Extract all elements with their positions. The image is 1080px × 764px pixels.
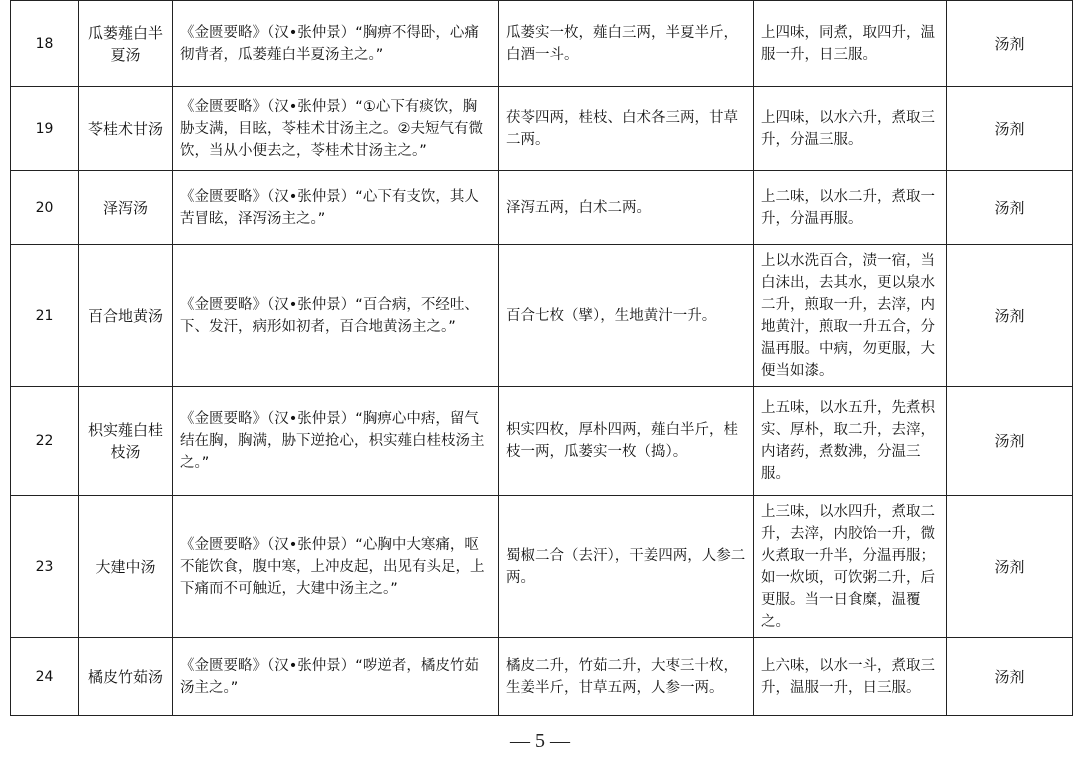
formula-source: 《金匮要略》（汉•张仲景）“①心下有痰饮，胸胁支满，目眩，苓桂术甘汤主之。②夫短气有微饮，当从小便去之，苓桂术甘汤主之。”: [173, 87, 499, 171]
page-number: — 5 —: [510, 730, 570, 752]
formula-name: 瓜蒌薤白半夏汤: [79, 1, 173, 87]
formula-composition: 泽泻五两，白术二两。: [499, 171, 754, 245]
row-number: 23: [11, 496, 79, 638]
formula-name: 苓桂术甘汤: [79, 87, 173, 171]
table-row: [11, 387, 1073, 496]
table-row: [11, 638, 1073, 716]
dosage-form: 汤剂: [947, 87, 1073, 171]
row-number: 19: [11, 87, 79, 171]
formula-composition: 茯苓四两，桂枝、白术各三两，甘草二两。: [499, 87, 754, 171]
formula-usage: 上六味，以水一斗，煮取三升，温服一升，日三服。: [754, 638, 947, 716]
dosage-form: 汤剂: [947, 245, 1073, 387]
formula-name: 枳实薤白桂枝汤: [79, 387, 173, 496]
formula-table: [10, 0, 1073, 716]
formula-usage: 上四味，以水六升，煮取三升，分温三服。: [754, 87, 947, 171]
formula-usage: 上以水洗百合，渍一宿，当白沫出，去其水，更以泉水二升，煎取一升，去滓，内地黄汁，煎取一升五合，分温再服。中病，勿更服，大便当如漆。: [754, 245, 947, 387]
formula-source: 《金匮要略》（汉•张仲景）“胸痹不得卧，心痛彻背者，瓜蒌薤白半夏汤主之。”: [173, 1, 499, 87]
dosage-form: 汤剂: [947, 496, 1073, 638]
table-row: [11, 245, 1073, 387]
formula-name: 大建中汤: [79, 496, 173, 638]
formula-composition: 瓜蒌实一枚，薤白三两，半夏半斤，白酒一斗。: [499, 1, 754, 87]
formula-source: 《金匮要略》（汉•张仲景）“百合病，不经吐、下、发汗，病形如初者，百合地黄汤主之。”: [173, 245, 499, 387]
formula-name: 橘皮竹茹汤: [79, 638, 173, 716]
formula-source: 《金匮要略》（汉•张仲景）“心下有支饮，其人苦冒眩，泽泻汤主之。”: [173, 171, 499, 245]
formula-usage: 上四味，同煮，取四升，温服一升，日三服。: [754, 1, 947, 87]
row-number: 22: [11, 387, 79, 496]
formula-usage: 上三味，以水四升，煮取二升，去滓，内胶饴一升，微火煮取一升半，分温再服；如一炊顷，可饮粥二升，后更服。当一日食糜，温覆之。: [754, 496, 947, 638]
table-row: [11, 87, 1073, 171]
table-row: [11, 171, 1073, 245]
formula-composition: 百合七枚（擘），生地黄汁一升。: [499, 245, 754, 387]
formula-usage: 上五味，以水五升，先煮枳实、厚朴，取二升，去滓，内诸药，煮数沸，分温三服。: [754, 387, 947, 496]
row-number: 24: [11, 638, 79, 716]
dosage-form: 汤剂: [947, 1, 1073, 87]
formula-source: 《金匮要略》（汉•张仲景）“胸痹心中痞，留气结在胸，胸满，胁下逆抢心，枳实薤白桂枝汤主之。”: [173, 387, 499, 496]
dosage-form: 汤剂: [947, 638, 1073, 716]
formula-composition: 蜀椒二合（去汗），干姜四两，人参二两。: [499, 496, 754, 638]
table-row: [11, 496, 1073, 638]
dosage-form: 汤剂: [947, 171, 1073, 245]
formula-source: 《金匮要略》（汉•张仲景）“心胸中大寒痛，呕不能饮食，腹中寒，上冲皮起，出见有头足，上下痛而不可触近，大建中汤主之。”: [173, 496, 499, 638]
formula-name: 百合地黄汤: [79, 245, 173, 387]
formula-name: 泽泻汤: [79, 171, 173, 245]
row-number: 18: [11, 1, 79, 87]
formula-usage: 上二味，以水二升，煮取一升，分温再服。: [754, 171, 947, 245]
dosage-form: 汤剂: [947, 387, 1073, 496]
formula-composition: 橘皮二升，竹茹二升，大枣三十枚，生姜半斤，甘草五两，人参一两。: [499, 638, 754, 716]
row-number: 21: [11, 245, 79, 387]
formula-composition: 枳实四枚，厚朴四两，薤白半斤，桂枝一两，瓜蒌实一枚（捣）。: [499, 387, 754, 496]
row-number: 20: [11, 171, 79, 245]
table-row: [11, 1, 1073, 87]
formula-source: 《金匮要略》（汉•张仲景）“哕逆者，橘皮竹茹汤主之。”: [173, 638, 499, 716]
